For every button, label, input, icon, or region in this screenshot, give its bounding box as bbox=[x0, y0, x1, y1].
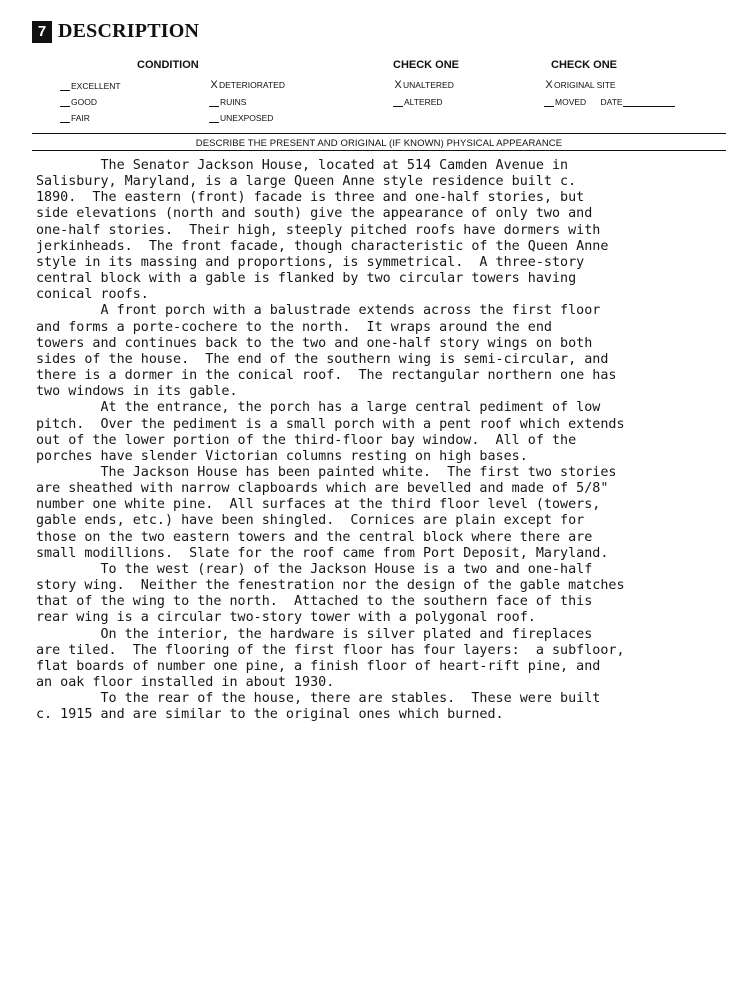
body-line: towers and continues back to the two and one-half story wings on both bbox=[36, 335, 593, 351]
checkbox-blank bbox=[393, 98, 403, 107]
body-line: A front porch with a balustrade extends across the first floor bbox=[36, 303, 601, 319]
check-mark: X bbox=[545, 79, 553, 91]
body-line: side elevations (north and south) give the appearance of only two and bbox=[36, 206, 593, 222]
body-line: small modillions. Slate for the roof came from Port Deposit, Maryland. bbox=[36, 545, 609, 561]
body-line: The Jackson House has been painted white. The first two stories bbox=[36, 464, 617, 480]
condition-option-ruins[interactable] bbox=[209, 97, 246, 107]
description-subheading: DESCRIBE THE PRESENT AND ORIGINAL (IF KNOWN) PHYSICAL APPEARANCE bbox=[195, 138, 563, 149]
body-line: there is a dormer in the conical roof. The rectangular northern one has bbox=[36, 368, 617, 384]
body-line: The Senator Jackson House, located at 514 Camden Avenue in bbox=[36, 158, 569, 173]
body-line: style in its massing and proportions, is symmetrical. A three-story bbox=[36, 254, 585, 270]
body-line: rear wing is a circular two-story tower with a polygonal roof. bbox=[36, 610, 536, 626]
description-body bbox=[36, 158, 736, 723]
checkbox-blank bbox=[60, 82, 70, 91]
condition-option-unexposed[interactable] bbox=[209, 113, 273, 123]
body-line: flat boards of number one pine, a finish floor of heart-rift pine, and bbox=[36, 658, 601, 674]
body-line: that of the wing to the north. Attached to the southern face of this bbox=[36, 594, 593, 610]
option-unaltered[interactable] bbox=[393, 80, 454, 90]
body-line: those on the two eastern towers and the central block where there are bbox=[36, 529, 593, 545]
body-line: At the entrance, the porch has a large central pediment of low bbox=[36, 400, 601, 416]
condition-option-fair[interactable] bbox=[60, 113, 90, 123]
check-one-heading-2: CHECK ONE bbox=[551, 59, 618, 71]
body-line: story wing. Neither the fenestration nor the design of the gable matches bbox=[36, 578, 625, 594]
option-label: DETERIORATED bbox=[219, 80, 285, 90]
option-label: RUINS bbox=[220, 97, 247, 107]
body-line: one-half stories. Their high, steeply pitched roofs have dormers with bbox=[36, 222, 601, 238]
body-line: out of the lower portion of the third-floor bay window. All of the bbox=[36, 432, 577, 448]
option-label: MOVED bbox=[555, 97, 587, 107]
condition-option-deteriorated[interactable] bbox=[209, 80, 285, 90]
condition-option-good[interactable] bbox=[60, 97, 97, 107]
body-line: c. 1915 and are similar to the original ones which burned. bbox=[36, 707, 504, 723]
date-field[interactable] bbox=[623, 98, 675, 107]
body-line: porches have slender Victorian columns resting on high bases. bbox=[36, 448, 528, 464]
condition-heading: CONDITION bbox=[137, 59, 199, 71]
option-label: EXCELLENT bbox=[71, 81, 121, 91]
body-line: central block with a gable is flanked by two circular towers having bbox=[36, 271, 577, 287]
condition-option-excellent[interactable] bbox=[60, 81, 121, 91]
checkbox-blank bbox=[60, 114, 70, 123]
body-line: are sheathed with narrow clapboards which are bevelled and made of 5/8" bbox=[36, 481, 609, 497]
section-number: 7 bbox=[32, 21, 52, 43]
body-line: two windows in its gable. bbox=[36, 384, 238, 400]
body-line: To the rear of the house, there are stables. These were built bbox=[36, 691, 601, 707]
body-line: number one white pine. All surfaces at the third floor level (towers, bbox=[36, 497, 601, 513]
body-line: are tiled. The flooring of the first floor has four layers: a subfloor, bbox=[36, 642, 625, 658]
checkbox-blank bbox=[544, 98, 554, 107]
body-line: To the west (rear) of the Jackson House is a two and one-half bbox=[36, 561, 593, 577]
option-moved[interactable] bbox=[544, 97, 675, 107]
option-label: FAIR bbox=[71, 113, 90, 123]
check-mark: X bbox=[394, 79, 402, 91]
body-line: conical roofs. bbox=[36, 287, 149, 303]
section-header bbox=[32, 20, 199, 43]
checkbox-blank bbox=[60, 98, 70, 107]
option-altered[interactable] bbox=[393, 97, 443, 107]
body-line: Salisbury, Maryland, is a large Queen Anne style residence built c. bbox=[36, 174, 577, 190]
checkbox-blank bbox=[209, 114, 219, 123]
option-label: GOOD bbox=[71, 97, 97, 107]
section-title: DESCRIPTION bbox=[58, 20, 200, 42]
body-line: On the interior, the hardware is silver plated and fireplaces bbox=[36, 626, 593, 642]
body-line: sides of the house. The end of the southern wing is semi-circular, and bbox=[36, 351, 609, 367]
body-line: jerkinheads. The front facade, though characteristic of the Queen Anne bbox=[36, 238, 609, 254]
subheading-rule bbox=[32, 150, 726, 151]
body-line: pitch. Over the pediment is a small porch with a pent roof which extends bbox=[36, 416, 625, 432]
option-label: UNALTERED bbox=[403, 80, 454, 90]
body-line: 1890. The eastern (front) facade is three and one-half stories, but bbox=[36, 190, 585, 206]
check-mark: X bbox=[210, 79, 218, 91]
option-label: ORIGINAL SITE bbox=[554, 80, 616, 90]
body-line: an oak floor installed in about 1930. bbox=[36, 675, 335, 690]
option-label: UNEXPOSED bbox=[220, 113, 274, 123]
body-line: gable ends, etc.) have been shingled. Cornices are plain except for bbox=[36, 513, 585, 529]
option-label: ALTERED bbox=[404, 97, 443, 107]
body-line: and forms a porte-cochere to the north. It wraps around the end bbox=[36, 319, 552, 335]
checkbox-blank bbox=[209, 98, 219, 107]
date-label: DATE bbox=[600, 97, 623, 107]
top-rule bbox=[32, 133, 726, 134]
option-original-site[interactable] bbox=[544, 80, 616, 90]
check-one-heading-1: CHECK ONE bbox=[393, 59, 460, 71]
